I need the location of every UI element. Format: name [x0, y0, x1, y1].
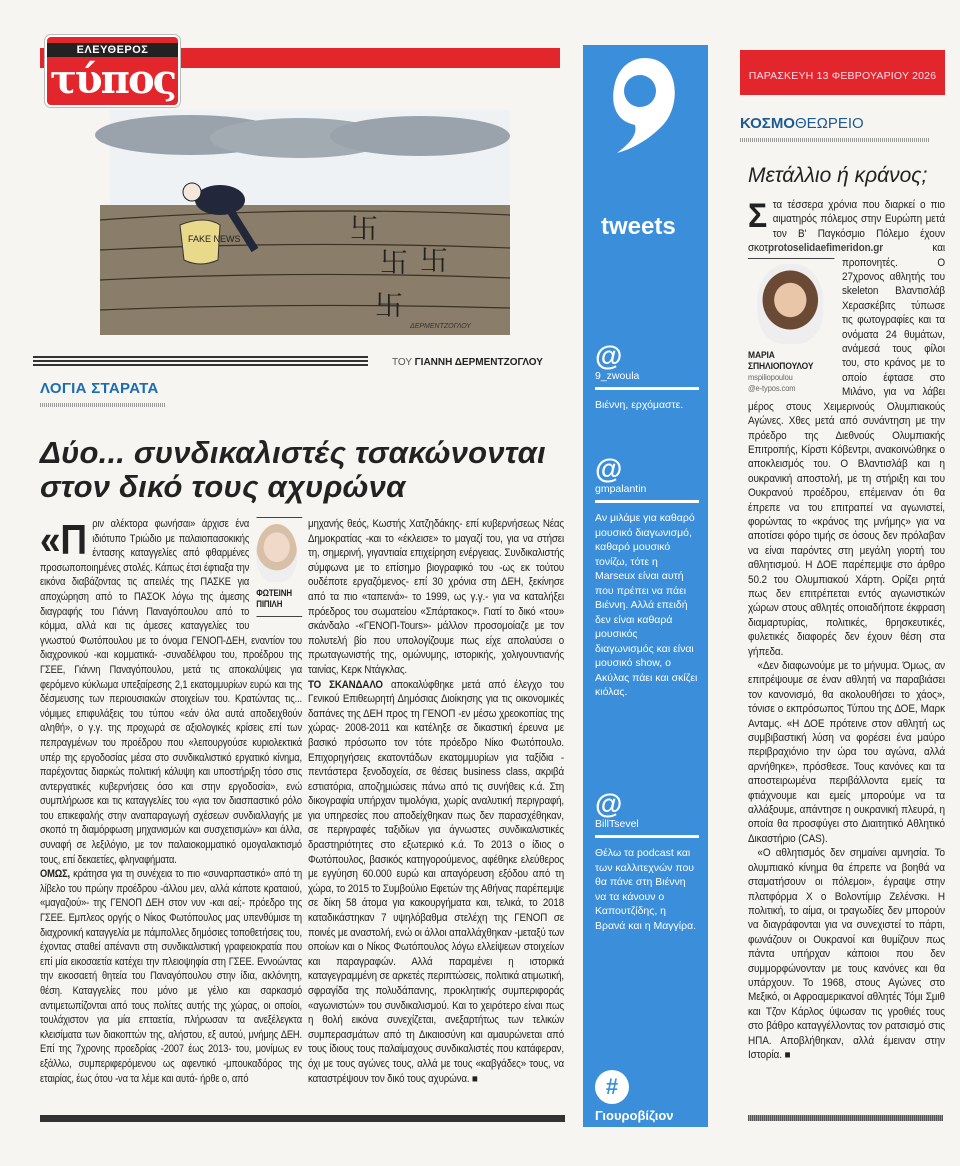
paragraph-text: αποκαλύφθηκε μετά από έλεγχο του Γενικού Επιθεωρητή Δημόσιας Διοίκησης για τις οικονομικές δαπάνες της ΔΕΗ προς τη ΓΕΝΟΠ -εν μέσω χρεοκοπίας της χώρας- 2008-2011 και κατέληξε σε δικαστική έρευνα με βασικό πρόσωπο τον τότε πρόεδρο Νίκο Φωτόπουλο. Επιχορηγήσεις εκατοντάδων εκατομμυρίων για ταξίδια - πεντάστερα ξενοδοχεία, σε θέσεις business class, ακριβά εστιατόρια, αποζημιώσεις πάνω από τις συνήθεις κ.ά. Στη δικογραφία υπήρχαν τιμολόγια, χωρίς αναλυτική περιγραφή, για υπηρεσίες που αποδείχθηκαν πως δεν παρασχέθηκαν, σε περιγραφές ταξιδίων για άγνωστες συνδικαλιστικές δραστηριότητες στο εξωτερικό κ.ά. Το 2013 ο ίδιος ο Φωτόπουλος, βασικός κατηγορούμενος, αφέθηκε ελεύθερος με εγγύηση 60.000 ευρώ και απαγόρευση εξόδου από τη χώρα, το 2015 το Συμβούλιο Εφετών της Αθήνας παρέπεμψε σε δίκη 58 άτομα για κακουργήματα και, τελικά, το 2018 καταδικάστηκαν 7 υψηλόβαθμα στελέχη της ΓΕΝΟΠ σε ποινές με αναστολή, ενώ οι άλλοι απαλλάχθηκαν -μεταξύ των οποίων και ο Νίκος Φωτόπουλος λόγω ελλείψεων στοιχείων και παραγραφών. Αλλά παραμένει η ιστορικά καταγεγραμμένη σε αρκετές περιπτώσεις, πολιτικά ατιμωτική, σφραγίδα της πολυδάπανης, προκλητικής συμπεριφοράς «αγωνιστών» του συνδικαλισμού. Και το χειρότερο είναι πως η θολή εικόνα συνεχίζεται, ανεξαρτήτως των τελικών συμπερασμάτων από τη Δικαιοσύνη και αμαυρώνεται από τους ίδιους τους παλαίμαχους συνδικαλιστές που κατάφεραν, όχι με τους αγώνες τους, αλλά με τους «καβγάδες» τους, να καταστρέψουν τον δικό τους αχυρώνα. ■	[308, 678, 564, 1085]
section-bold: ΚΟΣΜΟ	[740, 115, 795, 132]
newspaper-logo	[45, 35, 180, 107]
svg-text:卐: 卐	[380, 246, 409, 279]
storm-clouds	[95, 115, 510, 158]
section-underline	[740, 138, 930, 142]
at-icon: @	[595, 453, 623, 484]
column-body	[748, 198, 945, 1062]
tweet-text: Βιέννη, ερχόμαστε.	[595, 399, 684, 411]
paragraph-text: και προπονητές. Ο 27χρονος αθλητής του skeleton Βλαντισλάβ Χερασκέβιτς τύπωσε τις φωτογραφίες και τα ονόματα 24 θυμάτων, ανάμεσά τους φίλοι του, στο κράνος με το οποίο έφτασε στο Μιλάνο, για να λάβει μέρος στους Χειμερινούς Ολυμπιακούς Αγώνες. Χθες μετά από συνάντηση με την πρόεδρο της Διεθνούς Ολυμπιακής Επιτροπής, Κίρστι Κόβεντρι, ανακοινώθηκε ο αποκλεισμός του. Ο Βλαντισλάβ και η ουκρανική αποστολή, με τη στήριξη και του Ουκρανού προέδρου, επέμειναν ότι θα έπρεπε να του επιτραπεί να αγωνιστεί, φορώντας το «κράνος της μνήμης» για να αποτίσει φόρο τιμής σε όσους δεν πρόλαβαν να είναι παρόντες στη μεγάλη γιορτή του αθλητισμού. Η ΔΟΕ παρέπεμψε στο άρθρο 50.2 του Ολυμπιακού Χάρτη. Ορίζει ρητά πως δεν επιτρέπεται εντός αγωνιστικών χώρων στους αθλητές οποιαδήποτε έκφραση διαμαρτυρίας, πολιτικές, θρησκευτικές, φυλετικές διαφορές δεν έχουν θέση στα γήπεδα.	[748, 242, 945, 658]
tweets-column	[583, 45, 708, 1127]
cartoonist-signature: ΔΕΡΜΕΝΤΖΟΓΛΟΥ	[410, 323, 471, 330]
paragraph-text: κράτησα για τη συνέχεια το πιο «συναρπαστικό» από τη λίβελο του πρώην προέδρου -άλλου μεν, αλλά κάποτε κραταιού, «μαγαζιού»- της ΓΕΝΟΠ ΔΕΗ στον νυν -και αεί;- πρόεδρο της ΓΣΕΕ. Εμπλεος οργής ο Νίκος Φωτόπουλος μας υπενθύμισε τη διαχρονική καταγγελία με πάμπολλες δημόσιες τοποθετήσεις του, έχοντας σταθεί απέναντι στη συνδικαλιστική γραφειοκρατία που επί μία εικοσαετία κατέχει την πλειοψηφία στη ΓΣΕΕ. Εννοώντας την εικοσαετή θητεία του Παναγόπουλου στην ίδια, ακλόνητη, θέση. Καταγγελίες που μόνο με γέλιο και σαρκασμό αντιμετωπίζονται από τους πολίτες αυτής της χώρας, οι οποίοι, τουλάχιστον για μία επταετία, πλήρωσαν τα ανεξέλεγκτα κλεισίματα των διακοπτών της, αλήστου, εξ αυτού, μνήμης ΔΕΗ. Επί της 7χρονης προεδρίας -2007 έως 2013- του, μονίμως εν εξάλλω, συμπεριφερόμενου ως αφεντικό -μπουκαδόρος της εταιρίας, έως ότου -να τα λέμε και αυτά- ήρθε ο, από	[40, 868, 302, 1085]
drop-cap: Σ	[748, 197, 768, 235]
sack-label: FAKE NEWS	[188, 234, 241, 244]
article-end-rule	[40, 1115, 565, 1122]
plowed-field	[100, 205, 510, 335]
column-paragraph: «Ο αθλητισμός δεν σημαίνει αμνησία. Το ολυμπιακό κίνημα θα έπρεπε να βοηθά να σταματήσουν οι πόλεμοι», έγραψε στην πλατφόρμα Χ ο Βολοντίμιρ Ζελένσκι. Η πολιτική, το αίμα, οι τραγωδίες δεν μπορούν να διαγράφονται για να συνεχιστεί το πάρτι, φωνάζουν οι Ουκρανοί και θυμίζουν πως πάντα υπήρχαν κάποιοι που δεν συμμορφώνονταν με τους κανόνες και θα υπάρχουν. Το 1968, στους Αγώνες στο Μεξικό, οι Αφροαμερικανοί αθλητές Τόμι Σμιθ και Τζον Κάρλος ύψωσαν τις γροθιές τους στο βάθρο καταγγέλλοντας τον ρατσισμό στις ΗΠΑ. Αποβλήθηκαν, αλλά έμειναν στην Ιστορία. ■	[748, 847, 945, 1061]
tweet-item	[595, 790, 699, 933]
hashtag-icon: #	[595, 1070, 629, 1104]
bird-logo-icon	[605, 53, 685, 163]
at-icon: @	[595, 788, 623, 819]
tweet-handle: gmpalantin	[595, 483, 699, 503]
column-title: Μετάλλιο ή κράνος;	[748, 164, 928, 187]
author-photo	[256, 524, 296, 582]
tweet-text: Αν μιλάμε για καθαρό μουσικό διαγωνισμό, καθαρό μουσικό τονίζω, τότε η Marseux είναι αυτή που πρέπει να πάει Βιέννη. Αλλά επειδή δεν είναι καθαρά μουσικός διαγωνισμός και είναι μουσικό show, ο Ακύλας πάει και σκίζει κιόλας.	[595, 512, 698, 698]
right-column	[740, 50, 945, 1062]
author-box	[256, 517, 302, 617]
tweet-handle: 9_zwoula	[595, 370, 699, 390]
cartoon-byline	[392, 357, 543, 368]
column-paragraph	[748, 198, 945, 659]
svg-text:卐: 卐	[350, 212, 379, 245]
section-rest: ΘΕΩΡΕΙΟ	[794, 115, 864, 132]
section-title: ΛΟΓΙΑ ΣΤΑΡΑΤΑ	[40, 380, 159, 397]
article-paragraph: μηχανής θεός, Κωστής Χατζηδάκης- επί κυβερνήσεως Νέας Δημοκρατίας -και το «έκλεισε» το μαγαζί του, για να στήσει τη, σημερινή, γιγαντιαία επιχείρηση ενέργειας. Συνδικαλιστής σύμφωνα με το επίσημο βιογραφικό του -ως εκ τούτου ουδέποτε εργαζόμενος- επί 30 χρόνια στη ΔΕΗ, ξεκίνησε από τα πιο «ταπεινά»- το 1999, ως γ.γ.- για να καταλήξει πρόεδρος του σωματείου «Σπάρτακος». Γιατί το δικό «του» σκάνδαλο -«ΓΕΝΟΠ-Tours»- μάλλον προσομοίαζε με τον πολυτελή βίο που υπολογίζουμε πως είχε απολαύσει ο πρωταγωνιστής της, ομώνυμης, ιστορικής, χολιγουντιανής ταινίας, Κερκ Ντάγκλας.	[308, 518, 564, 676]
article-paragraph	[308, 678, 564, 1087]
editorial-cartoon	[80, 110, 510, 335]
columnist-photo	[757, 264, 823, 344]
logo-top-text: ΕΛΕΥΘΕΡΟΣ	[47, 43, 178, 57]
at-icon: @	[595, 340, 623, 371]
paragraph-lead: ΟΜΩΣ,	[40, 868, 71, 881]
columnist-box	[748, 258, 834, 394]
headline-line-1: Δύο... συνδικαλιστές τσακώνονται	[40, 435, 546, 470]
paragraph-text: ριν αλέκτορα φωνήσαι» άρχισε ένα ιδιότυπο Τριώδιο με παλαιοπασοκικής έντασης καταγγελίες από φθαρμένες προσωποποιημένες στολές. Κάπως έτσι έφτιαξα την εικόνα διαβάζοντας τις απειλές της ΠΑΣΚΕ για αποχώρηση από το ΠΑΣΟΚ λόγω της άμεσης διαγραφής του Γιάννη Παναγόπουλου από το κόμμα, αλλά και τις άμεσες καταγγελίες του γνωστού Φωτόπουλου με το όνομα ΓΕΝΟΠ-ΔΕΗ, εναντίον του διαχρονικού -και κομματικά- -συναδέλφου του, προέδρου της ΓΣΕΕ, Γιάννη Παναγόπουλου, μετά τις αποκαλύψεις για φερόμενο κύκλωμα υπεξαίρεσης 2,1 εκατομμυρίων ευρώ και της δέσμευσης των περιουσιακών στοιχείων του. Κρατώντας τις... νόμιμες επιφυλάξεις του τύπου «εάν όλα αυτά αποδειχθούν αληθή», ο γ.γ. της προχωρά σε αξιολογικές κρίσεις επί των πεπραγμένων του προέδρου που «λειτουργούσε κυριολεκτικά υπέρ της εργοδοσίας μέσα στο συνδικαλιστικό εργατικό κίνημα, παρέχοντας διαρκώς πολιτική κάλυψη και υποστήριξη τόσο στις αντεργατικές κυβερνήσεις όσο και στην εργοδοσία», ενώ συμπλήρωσε και τις καταγγελίες του «για τον διασπαστικό ρόλο του επικεφαλής στην αναπαραγωγή σχέσεων συνδιαλλαγής με σκοπό τη διαμόρφωση μηχανισμών και συσχετισμών» και άλλα, συναφή σε λεξιλόγιο, με τον παλαιοκομματικό ομογαλακτισμό τους, επί δεκαετίες, φληναφήματα.	[40, 518, 302, 866]
byline-prefix: ΤΟΥ	[392, 357, 412, 368]
tweet-handle: BillTsevel	[595, 818, 699, 838]
columnist-email-2: @e-typos.com	[748, 383, 796, 393]
column-section-label	[740, 115, 945, 142]
author-name: ΦΩΤΕΙΝΗ ΠΙΠΙΛΗ	[256, 588, 292, 609]
issue-date: ΠΑΡΑΣΚΕΥΗ 13 ΦΕΒΡΟΥΑΡΙΟΥ 2026	[740, 50, 945, 95]
svg-text:卐: 卐	[375, 289, 404, 322]
drop-cap: «Π	[40, 516, 87, 563]
article-paragraph	[40, 867, 302, 1086]
section-underline	[40, 403, 165, 407]
article-headline	[40, 436, 570, 504]
section-label	[40, 380, 165, 407]
watermark-text: protoselidaefimeridon.gr	[767, 242, 884, 255]
byline-name: ΓΙΑΝΝΗ ΔΕΡΜΕΝΤΖΟΓΛΟΥ	[414, 357, 543, 368]
column-paragraph: «Δεν διαφωνούμε με το μήνυμα. Όμως, αν επιτρέψουμε σε έναν αθλητή να παραβιάσει τον κανονισμό, θα ακολουθήσει το χάος», τόνισε ο εκπρόσωπος Τύπου της ΔΟΕ, Μαρκ Ανταμς. «Η ΔΟΕ πρότεινε στον αθλητή ως συμβιβαστική λύση να φορέσει ένα μαύρο περιβραχιόνιο την ώρα του αγώνα, αλλά αρνήθηκε», πρόσθεσε. Τους κανόνες και τα αποστειρωμένα περιβάλλοντα εμείς τα φτιάχνουμε και εμείς μπορούμε να τα αλλάξουμε, απάντησε η ουκρανική πλευρά, η οποία θα προσφύγει στο Διαιτητικό Αθλητικό Δικαστήριο (CAS).	[748, 660, 945, 845]
logo-main-text: τύπος	[50, 56, 175, 103]
headline-line-2: στον δικό τους αχυρώνα	[40, 469, 406, 504]
hashtag-label: Γιουροβίζιον	[595, 1108, 674, 1123]
paragraph-lead: ΤΟ ΣΚΑΝΔΑΛΟ	[308, 678, 383, 691]
divider-rules	[33, 356, 368, 368]
columnist-email-1: mspiliopoulou	[748, 372, 793, 382]
tweet-item	[595, 342, 699, 413]
column-end-rule	[748, 1115, 943, 1121]
svg-text:卐: 卐	[420, 244, 449, 277]
tweets-title: tweets	[601, 213, 676, 240]
columnist-name: ΜΑΡΙΑ ΣΠΗΛΙΟΠΟΥΛΟΥ	[748, 349, 814, 371]
paragraph-text: τα τέσσερα χρόνια που διαρκεί ο πιο αιματηρός πόλεμος στην Ευρώπη μετά τον Β' Παγκόσμιο Πόλεμο έχουν σκοτ	[748, 199, 945, 255]
tweet-text: Θέλω τα podcast και των καλλιτεχνών που θα πάνε στη Βιέννη να τα κάνουν ο Καπουτζίδης, η Βρανά και η Μαγγίρα.	[595, 847, 697, 932]
article-column-2	[308, 517, 564, 1086]
tweet-item	[595, 455, 699, 700]
article-column-1	[40, 517, 302, 1086]
